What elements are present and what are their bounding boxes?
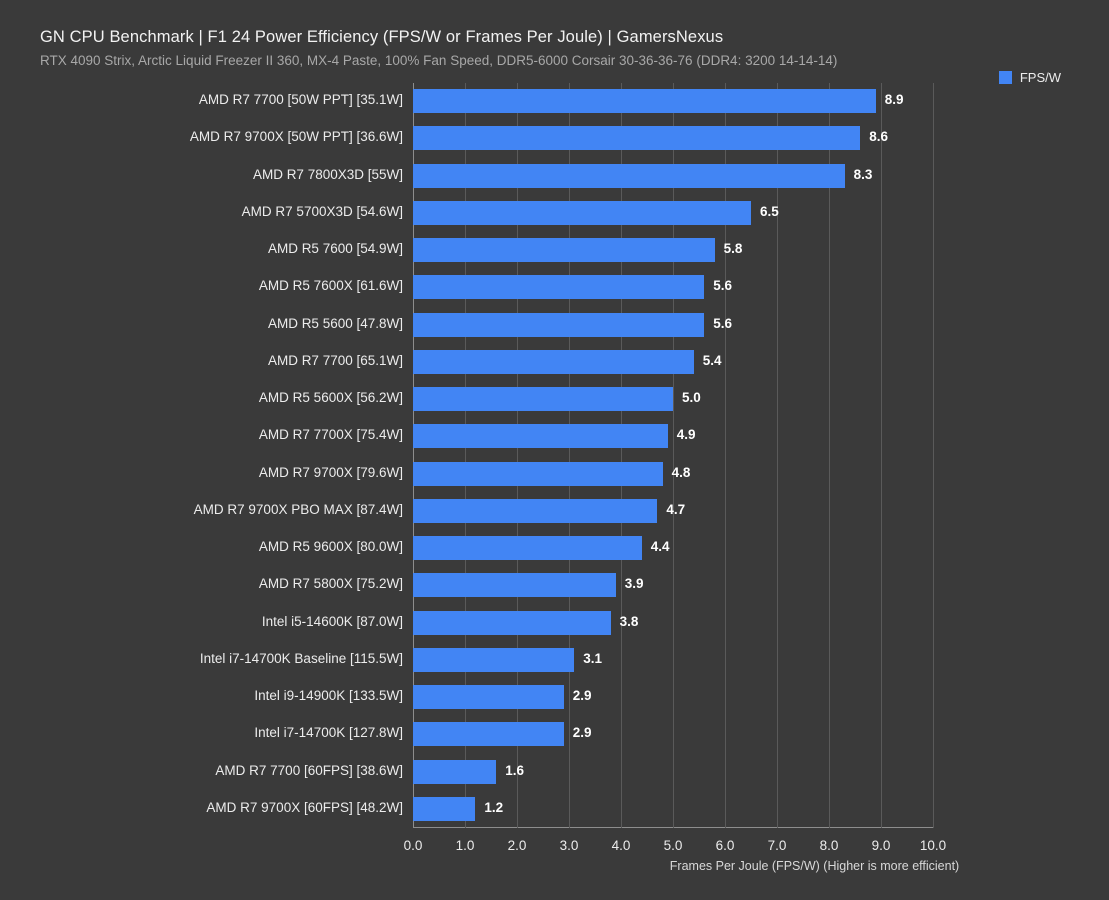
bar-value-label: 3.8 <box>619 613 639 629</box>
bar <box>413 350 694 374</box>
bar-value-label: 5.6 <box>713 315 732 331</box>
category-label: AMD R5 7600 [54.9W] <box>267 241 403 256</box>
x-tick-label: 0.0 <box>403 838 423 853</box>
bar-row <box>258 567 933 604</box>
x-tick-label: 2.0 <box>507 838 527 853</box>
bar <box>413 536 642 560</box>
bar-value-label: 5.0 <box>682 390 701 405</box>
category-label: AMD R7 9700X [79.6W] <box>258 464 403 480</box>
x-axis-label <box>0 859 1109 873</box>
bar-row <box>258 269 933 306</box>
bar-value-label: 4.7 <box>666 501 686 517</box>
bar-value-label: 4.8 <box>671 464 691 480</box>
bar <box>413 685 564 709</box>
x-tick-label: 9.0 <box>871 838 891 853</box>
x-tick-label: 3.0 <box>559 838 579 853</box>
gridline <box>933 83 934 828</box>
legend-swatch-icon <box>999 71 1012 84</box>
category-label: AMD R7 9700X [60FPS] [48.2W] <box>206 799 403 815</box>
bottom-strip <box>0 884 1109 900</box>
bar-row <box>193 493 933 530</box>
x-tick-label: 6.0 <box>715 838 735 853</box>
bar-value-label: 2.9 <box>572 688 592 703</box>
category-label: AMD R7 7700 [65.1W] <box>267 352 403 368</box>
legend-label: FPS/W <box>1019 70 1061 85</box>
bar-value-label: 5.4 <box>702 352 722 368</box>
x-tick-label: 1.0 <box>455 838 475 853</box>
bar-value-label: 4.9 <box>676 427 696 443</box>
bar-value-label: 1.2 <box>484 799 504 815</box>
bar-row <box>206 791 933 828</box>
bar-value-label: 2.9 <box>572 725 592 741</box>
x-tick-label: 5.0 <box>663 838 683 853</box>
bar-value-label: 6.5 <box>760 203 779 219</box>
bar <box>413 611 611 635</box>
bar-value-label: 3.1 <box>583 650 602 666</box>
bar-value-label: 5.6 <box>713 278 732 294</box>
bar-row <box>189 120 933 157</box>
bar-row <box>254 679 933 716</box>
bar-value-label: 1.6 <box>505 762 524 778</box>
bar <box>413 126 860 150</box>
bar-row <box>241 195 933 232</box>
category-label: AMD R7 5700X3D [54.6W] <box>241 203 403 219</box>
category-label: AMD R7 5800X [75.2W] <box>258 576 403 592</box>
bar <box>413 164 845 188</box>
x-tick-label: 7.0 <box>767 838 787 853</box>
bar-value-label: 5.8 <box>723 241 743 256</box>
category-label: Intel i7-14700K [127.8W] <box>254 725 403 741</box>
bar-row <box>258 418 933 455</box>
bar-row <box>258 530 933 567</box>
bar-row <box>267 344 933 381</box>
x-tick-label: 10.0 <box>919 838 947 853</box>
category-label: AMD R5 5600X [56.2W] <box>258 390 403 405</box>
bar <box>413 89 876 113</box>
bar <box>413 387 673 411</box>
bar-value-label: 8.6 <box>869 129 888 145</box>
category-label: AMD R5 9600X [80.0W] <box>258 539 403 554</box>
bar <box>413 238 715 262</box>
x-axis-label-text: Frames Per Joule (FPS/W) (Higher is more efficient) <box>669 859 960 873</box>
chart-subtitle: RTX 4090 Strix, Arctic Liquid Freezer II 360, MX-4 Paste, 100% Fan Speed, DDR5-6000 Corsair 30-36-36-76 (DDR4: 3200 14-14-14) <box>40 53 838 68</box>
bar-row <box>267 232 933 269</box>
category-label: AMD R7 7800X3D [55W] <box>252 166 403 182</box>
bar <box>413 201 751 225</box>
category-label: Intel i7-14700K Baseline [115.5W] <box>199 650 403 666</box>
bar <box>413 499 657 523</box>
chart-title: GN CPU Benchmark | F1 24 Power Efficiency (FPS/W or Frames Per Joule) | GamersNexus <box>40 28 724 46</box>
bar-value-label: 3.9 <box>624 576 644 592</box>
bar <box>413 573 616 597</box>
bar <box>413 462 663 486</box>
bar-value-label: 4.4 <box>650 539 670 554</box>
bar <box>413 797 475 821</box>
bar-row <box>267 307 933 344</box>
category-label: Intel i9-14900K [133.5W] <box>254 688 403 703</box>
bar-row <box>254 716 933 753</box>
bar-row <box>252 158 933 195</box>
category-label: AMD R7 7700 [60FPS] [38.6W] <box>215 762 403 778</box>
category-label: AMD R7 7700 [50W PPT] [35.1W] <box>198 92 403 107</box>
bar-value-label: 8.9 <box>884 92 904 107</box>
bar-row <box>261 605 933 642</box>
category-label: AMD R7 9700X [50W PPT] [36.6W] <box>189 129 403 145</box>
bar-row <box>199 642 933 679</box>
bar <box>413 648 574 672</box>
x-tick-label: 4.0 <box>611 838 631 853</box>
bar-row <box>198 83 933 120</box>
bar-row <box>258 381 933 418</box>
bar-row <box>215 754 933 791</box>
plot-area <box>189 83 933 828</box>
bar <box>413 313 704 337</box>
chart-legend <box>999 70 1061 85</box>
x-tick-label: 8.0 <box>819 838 839 853</box>
bar <box>413 760 496 784</box>
bar <box>413 722 564 746</box>
bar <box>413 275 704 299</box>
category-label: AMD R7 7700X [75.4W] <box>258 427 403 443</box>
bar-value-label: 8.3 <box>853 166 873 182</box>
category-label: AMD R5 5600 [47.8W] <box>267 315 403 331</box>
category-label: AMD R5 7600X [61.6W] <box>258 278 403 294</box>
category-label: AMD R7 9700X PBO MAX [87.4W] <box>193 501 403 517</box>
category-label: Intel i5-14600K [87.0W] <box>261 613 403 629</box>
bar <box>413 424 668 448</box>
bar-row <box>258 456 933 493</box>
